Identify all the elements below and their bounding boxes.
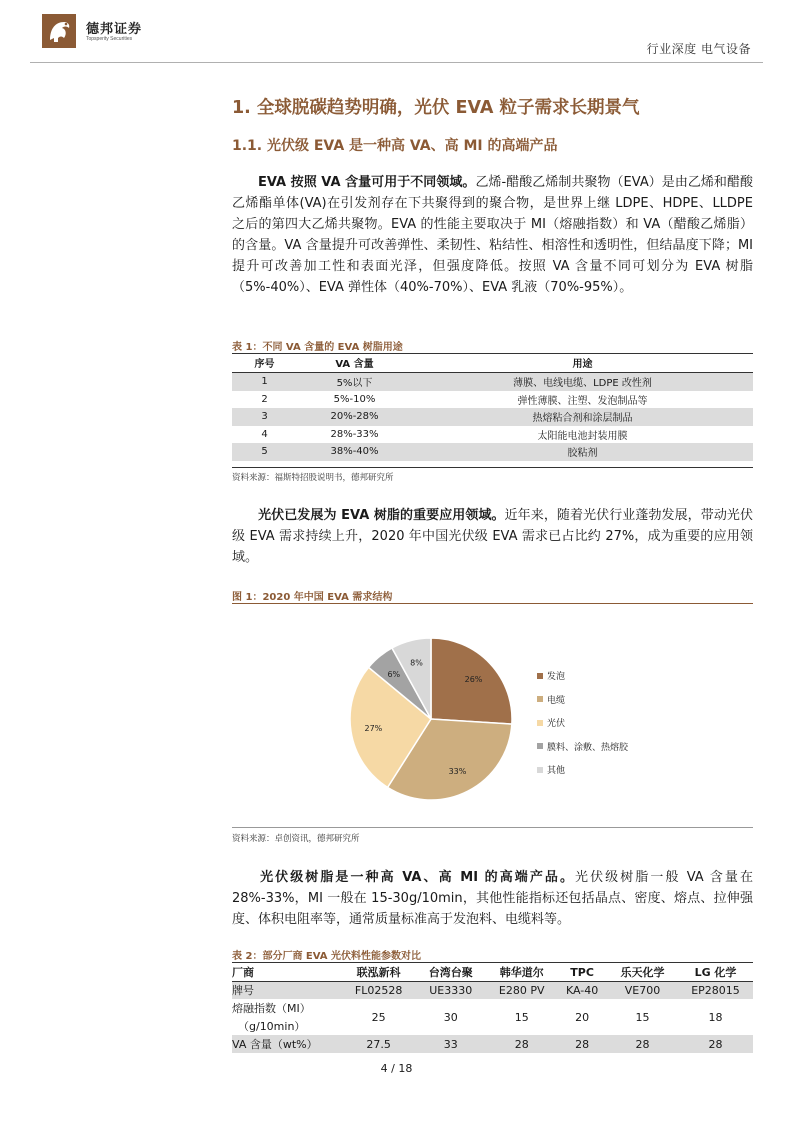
table-cell: （g/10min） — [238, 1020, 306, 1033]
figure-1-source: 资料来源：卓创资讯，德邦研究所 — [232, 834, 360, 844]
table-cell: 28%-33% — [330, 428, 379, 440]
table-cell: 27.5 — [342, 1035, 415, 1053]
table-2-header: 联泓新科 — [356, 966, 401, 979]
legend-item — [537, 711, 628, 735]
paragraph-1-lead: EVA 按照 VA 含量可用于不同领域。 — [258, 175, 476, 190]
table-2 — [232, 963, 753, 1053]
legend-item — [537, 758, 628, 782]
table-1-header: VA 含量 — [297, 353, 412, 373]
table-cell: EP28015 — [678, 981, 753, 999]
pie-data-label: 33% — [448, 766, 467, 776]
table-cell: 28 — [557, 1035, 607, 1053]
table-2-header: LG 化学 — [694, 966, 737, 979]
table-cell: 熔融指数（MI） — [232, 1002, 311, 1015]
table-cell: 28 — [607, 1035, 678, 1053]
header-divider — [30, 62, 763, 63]
table-cell: 1 — [232, 373, 297, 391]
table-2-header-rule — [232, 981, 753, 982]
legend-swatch — [537, 696, 543, 702]
table-1-header-row — [232, 353, 753, 373]
legend-swatch — [537, 673, 543, 679]
table-cell: 38%-40% — [297, 443, 412, 461]
table-cell: FL02528 — [342, 981, 415, 999]
table-2-caption: 表 2：部分厂商 EVA 光伏料性能参数对比 — [232, 951, 422, 962]
chart-legend — [537, 664, 628, 782]
table-cell: 弹性薄膜、注塑、发泡制品等 — [517, 395, 648, 407]
paragraph-2-lead: 光伏已发展为 EVA 树脂的重要应用领域。 — [258, 508, 505, 523]
table-cell: 牌号 — [232, 981, 342, 999]
legend-item — [537, 688, 628, 712]
table-cell: 33 — [415, 1035, 486, 1053]
pie-data-label: 6% — [387, 670, 401, 680]
table-cell: KA-40 — [557, 981, 607, 999]
page-number: 4 / 18 — [380, 1062, 413, 1075]
table-2-header: 厂商 — [232, 966, 254, 979]
table-cell: 5%-10% — [333, 393, 376, 405]
table-cell: 20 — [575, 1010, 590, 1024]
table-row — [232, 999, 753, 1017]
legend-label: 其他 — [547, 766, 566, 777]
legend-item — [537, 664, 628, 688]
table-cell: 15 — [514, 1010, 529, 1024]
table-cell: 15 — [635, 1010, 650, 1024]
table-2-header: TPC — [570, 965, 594, 979]
table-cell: UE3330 — [415, 981, 486, 999]
table-cell: E280 PV — [486, 981, 557, 999]
legend-label: 膜料、涂敷、热熔胶 — [547, 742, 629, 753]
table-1-header: 用途 — [412, 353, 753, 373]
table-cell: 2 — [261, 393, 268, 405]
legend-label: 发泡 — [547, 672, 566, 683]
paragraph-1-body: 乙烯-醋酸乙烯制共聚物（EVA）是由乙烯和醋酸乙烯酯单体(VA)在引发剂存在下共聚得到的聚合物，是世界上继 LDPE、HDPE、LLDPE 之后的第四大乙烯共聚物。EVA 的性能主要取决于 MI（熔融指数）和 VA（醋酸乙烯脂）的含量。VA 含量提升可改善弹性、柔韧性、粘结性、相溶性和透明性，但结晶度下降；MI 提升可改善加工性和表面光泽，但强度降低。按照 VA 含量不同可划分为 EVA 树脂（5%-40%）、EVA 弹性体（40%-70%）、EVA 乳液（70%-95%）。 — [232, 175, 753, 295]
table-cell: VA 含量（wt%） — [232, 1035, 342, 1053]
pie-data-label: 8% — [410, 658, 423, 668]
paragraph-1 — [232, 172, 753, 298]
table-cell: 28 — [678, 1035, 753, 1053]
figure-1-caption: 图 1：2020 年中国 EVA 需求结构 — [232, 592, 393, 603]
table-cell: 胶粘剂 — [412, 443, 753, 461]
table-row — [232, 408, 753, 426]
table-1 — [232, 353, 753, 461]
table-1-caption: 表 1：不同 VA 含量的 EVA 树脂用途 — [232, 342, 403, 353]
table-1-source: 资料来源：福斯特招股说明书，德邦研究所 — [232, 473, 394, 483]
table-cell: 18 — [708, 1010, 723, 1024]
pie-data-label: 26% — [464, 675, 483, 685]
legend-item — [537, 735, 628, 759]
pie-data-label: 27% — [364, 724, 383, 734]
table-cell: 30 — [443, 1010, 458, 1024]
table-cell: 4 — [261, 428, 268, 440]
paragraph-3-lead: 光伏级树脂是一种高 VA、高 MI 的高端产品。 — [258, 870, 576, 885]
figure-1-bottom-rule — [232, 827, 753, 828]
table-cell: 薄膜、电线电缆、LDPE 改性剂 — [412, 373, 753, 391]
legend-swatch — [537, 743, 543, 749]
logo-text: 德邦证券 — [86, 22, 143, 37]
paragraph-3-body: 光伏级树脂一般 VA 含量在 28%-33%，MI 一般在 15-30g/10min，其他性能指标还包括晶点、密度、熔点、拉伸强度、体积电阻率等，通常质量标准高于发泡料、电缆料等。 — [232, 870, 753, 927]
paragraph-2 — [232, 505, 753, 568]
table-row — [232, 1035, 753, 1053]
paragraph-2-body: 近年来，随着光伏行业蓬勃发展，带动光伏级 EVA 需求持续上升，2020 年中国光伏级 EVA 需求已占比约 27%，成为重要的应用领域。 — [232, 508, 753, 565]
table-cell: 5 — [232, 443, 297, 461]
section-heading: 1. 全球脱碳趋势明确，光伏 EVA 粒子需求长期景气 — [232, 98, 640, 118]
legend-label: 电缆 — [547, 695, 566, 706]
table-cell: 太阳能电池封装用膜 — [537, 430, 628, 442]
table-2-header: 台湾台聚 — [428, 966, 473, 979]
table-row — [232, 981, 753, 999]
table-cell: 5%以下 — [297, 373, 412, 391]
table-cell: 3 — [232, 408, 297, 426]
legend-swatch — [537, 720, 543, 726]
table-cell: 28 — [486, 1035, 557, 1053]
table-2-header-row — [232, 963, 753, 981]
paragraph-3 — [232, 867, 753, 930]
pie-chart — [330, 620, 560, 820]
table-row — [232, 426, 753, 444]
table-cell: 25 — [371, 1010, 386, 1024]
company-logo-icon — [42, 14, 76, 48]
table-row — [232, 373, 753, 391]
header-category: 行业深度 电气设备 — [646, 42, 751, 56]
table-1-header: 序号 — [232, 353, 297, 373]
table-1-bottom-rule — [232, 467, 753, 468]
table-cell: 热熔粘合剂和涂层制品 — [412, 408, 753, 426]
subsection-heading: 1.1. 光伏级 EVA 是一种高 VA、高 MI 的高端产品 — [232, 138, 558, 154]
legend-label: 光伏 — [547, 719, 566, 730]
figure-1-top-rule — [232, 603, 753, 604]
logo-subtext: Topsperity Securities — [86, 36, 133, 42]
table-2-header: 韩华道尔 — [499, 966, 544, 979]
table-row — [232, 391, 753, 409]
legend-swatch — [537, 767, 543, 773]
table-2-header: 乐天化学 — [620, 966, 665, 979]
table-cell: VE700 — [607, 981, 678, 999]
table-row — [232, 443, 753, 461]
table-cell: 20%-28% — [297, 408, 412, 426]
